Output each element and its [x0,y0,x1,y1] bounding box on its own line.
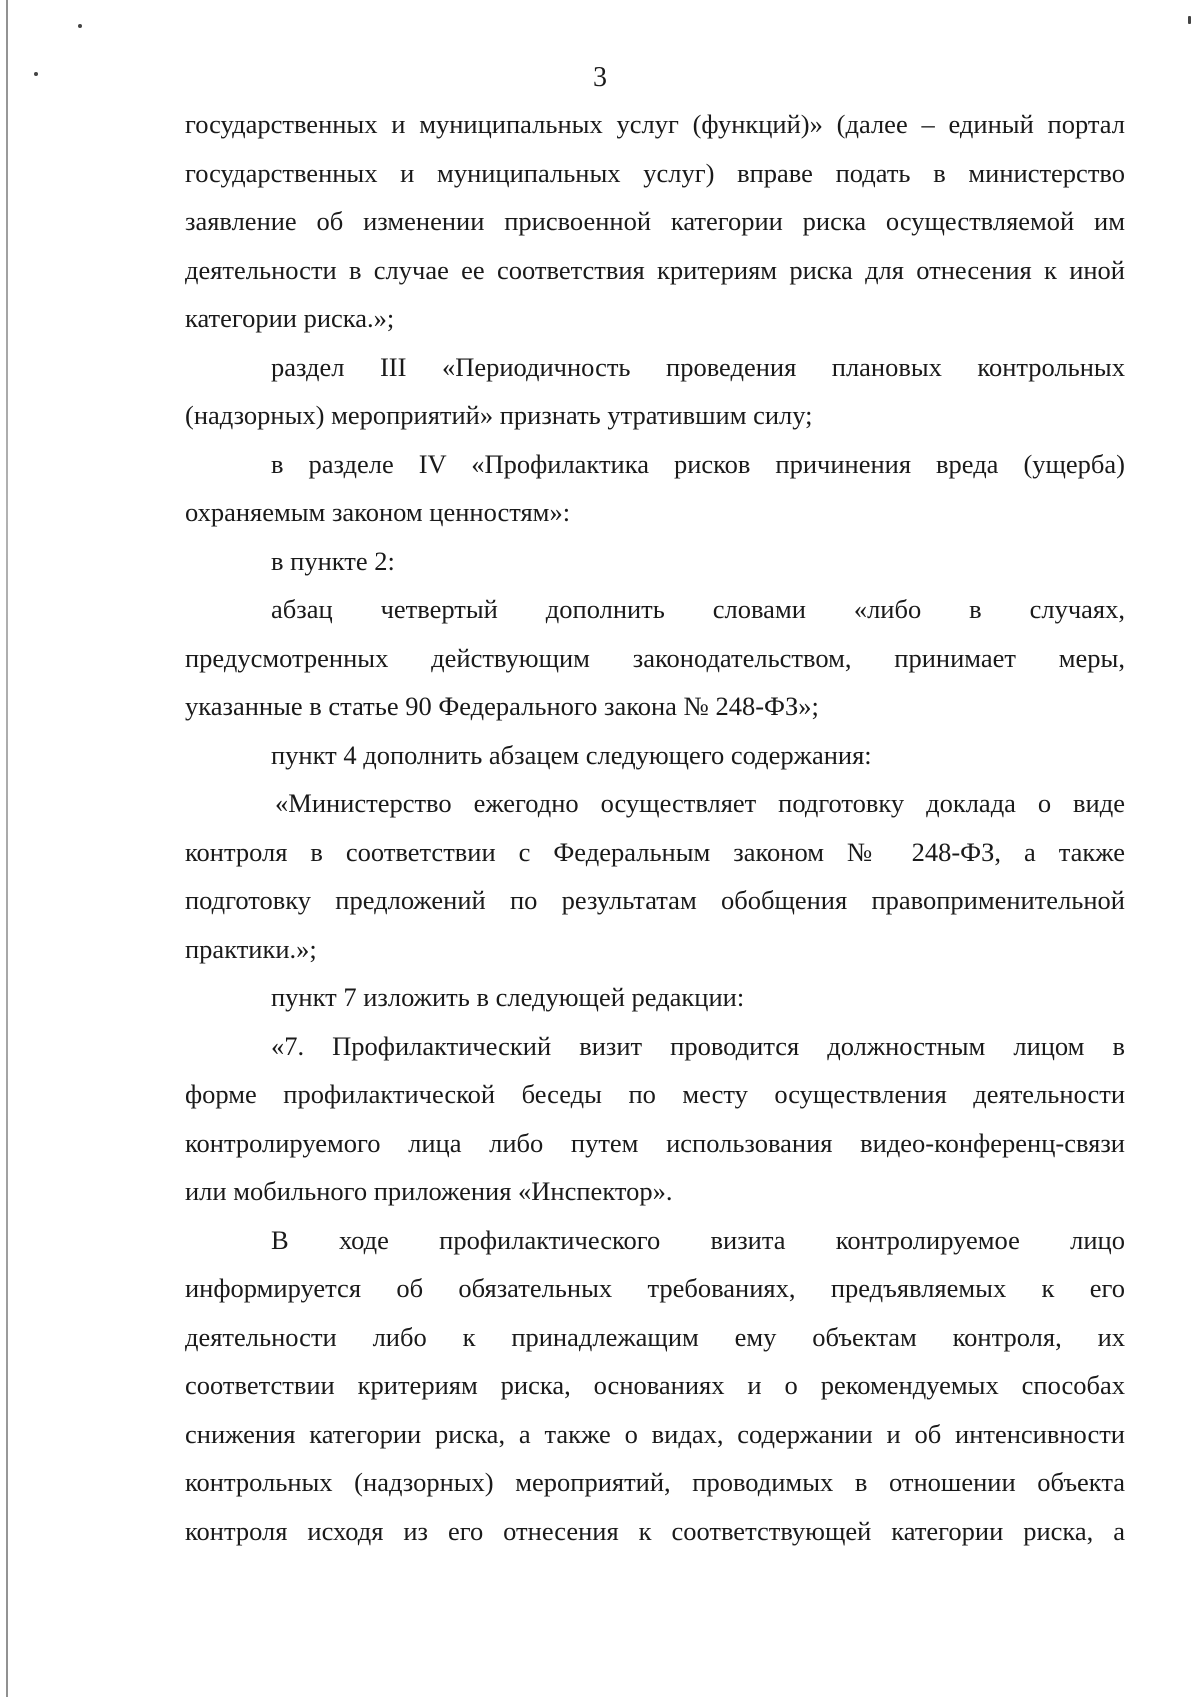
paragraph [185,585,1125,731]
paragraph [185,1216,1125,1556]
paragraph [185,100,1125,343]
text-line: заявление об изменении присвоенной категории риска осуществляемой им [185,206,1125,236]
text-line: «Министерство ежегодно осуществляет подготовку доклада о виде [275,788,1125,818]
text-line: (надзорных) мероприятий» признать утратившим силу; [185,400,813,430]
paragraph [185,779,1125,973]
text-line: пункт 4 дополнить абзацем следующего содержания: [271,739,872,770]
paragraph [185,1022,1125,1216]
paragraph [185,731,1125,780]
text-line: предусмотренных действующим законодательством, принимает меры, [185,642,1125,673]
text-line: информируется об обязательных требованиях, предъявляемых к его [185,1273,1125,1303]
text-line: контроля в соответствии с Федеральным законом № 248-ФЗ, а также [185,836,1125,867]
scan-speck [78,24,82,28]
text-line: раздел III «Периодичность проведения плановых контрольных [271,351,1125,382]
paragraph [185,537,1125,586]
text-line: категории риска.»; [185,303,395,333]
text-line: абзац четвертый дополнить словами «либо в случаях, [271,594,1125,624]
text-line: в разделе IV «Профилактика рисков причинения вреда (ущерба) [271,448,1125,479]
text-line: контроля исходя из его отнесения к соответствующей категории риска, а [185,1515,1125,1546]
text-line: форме профилактической беседы по месту осуществления деятельности [185,1079,1125,1109]
scan-edge-line [6,0,8,1697]
paragraph [185,973,1125,1022]
scan-speck [1188,16,1191,24]
text-line: государственных и муниципальных услуг) вправе подать в министерство [185,157,1125,188]
document-body [185,100,1125,1555]
text-line: государственных и муниципальных услуг (функций)» (далее – единый портал [185,109,1125,139]
text-line: контрольных (надзорных) мероприятий, проводимых в отношении объекта [185,1467,1125,1497]
text-line: деятельности либо к принадлежащим ему объектам контроля, их [185,1321,1125,1352]
text-line: контролируемого лица либо путем использования видео-конференц-связи [185,1127,1125,1158]
text-line: или мобильного приложения «Инспектор». [185,1176,673,1206]
text-line: указанные в статье 90 Федерального закона № 248-ФЗ»; [185,691,819,721]
page-number: 3 [593,62,607,93]
text-line: деятельности в случае ее соответствия критериям риска для отнесения к иной [185,254,1125,285]
text-line: В ходе профилактического визита контролируемое лицо [271,1224,1125,1255]
text-line: «7. Профилактический визит проводится должностным лицом в [271,1030,1125,1061]
text-line: подготовку предложений по результатам обобщения правоприменительной [185,885,1125,915]
text-line: охраняемым законом ценностям»: [185,497,571,527]
paragraph [185,440,1125,537]
text-line: практики.»; [185,933,317,964]
text-line: соответствии критериям риска, основаниях и о рекомендуемых способах [185,1370,1125,1400]
text-line: пункт 7 изложить в следующей редакции: [271,982,745,1012]
paragraph [185,343,1125,440]
text-line: снижения категории риска, а также о видах, содержании и об интенсивности [185,1418,1125,1449]
text-line: в пункте 2: [271,545,395,576]
